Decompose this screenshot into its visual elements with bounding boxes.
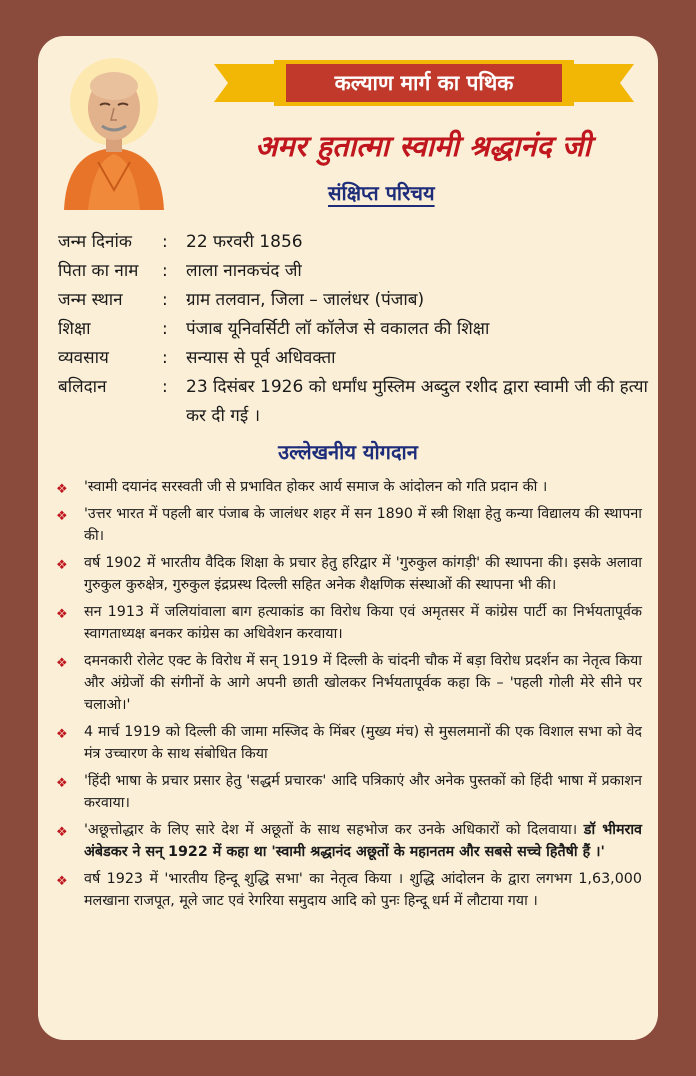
list-item-text: वर्ष 1923 में 'भारतीय हिन्दू शुद्धि सभा' का नेतृत्व किया । शुद्धि आंदोलन के द्वारा लगभग 1,63,000 मलखाना राजपूत, मूले जाट एवं रेगरिया समुदाय आदि को पुनः हिन्दू धर्म में लौटाया गया । bbox=[84, 871, 642, 909]
biography-card bbox=[38, 36, 658, 1040]
detail-label: व्यवसाय bbox=[58, 348, 109, 368]
list-item bbox=[56, 868, 642, 912]
detail-label: शिक्षा bbox=[58, 319, 91, 339]
detail-value: पंजाब यूनिवर्सिटी लॉ कॉलेज से वकालत की शिक्षा bbox=[186, 319, 490, 339]
ribbon-text: कल्याण मार्ग का पथिक bbox=[334, 71, 514, 95]
detail-label: पिता का नाम bbox=[58, 261, 139, 281]
list-item-text: 'अछूत्तोद्धार के लिए सारे देश में अछूतों के साथ सहभोज कर उनके अधिकारों को दिलवाया। डॉ भीमराव अंबेडकर ने सन् 1922 में कहा था 'स्वामी श्रद्धानंद अछूतों के महानतम और सबसे सच्चे हितैषी हैं ।' bbox=[84, 822, 642, 860]
diamond-bullet-icon: ❖ bbox=[56, 656, 68, 671]
list-item-text: 'उत्तर भारत में पहली बार पंजाब के जालंधर शहर में सन 1890 में स्त्री शिक्षा हेतु कन्या विद्यालय की स्थापना की। bbox=[84, 506, 642, 544]
detail-value: लाला नानकचंद जी bbox=[186, 261, 302, 281]
diamond-bullet-icon: ❖ bbox=[56, 874, 68, 889]
detail-colon: : bbox=[162, 348, 168, 368]
portrait-image bbox=[58, 50, 170, 210]
list-item-text: 'स्वामी दयानंद सरस्वती जी से प्रभावित होकर आर्य समाज के आंदोलन को गति प्रदान की । bbox=[84, 479, 548, 495]
contributions-list bbox=[56, 476, 642, 917]
main-title: अमर हुतात्मा स्वामी श्रद्धानंद जी bbox=[255, 129, 591, 163]
detail-label: जन्म स्थान bbox=[58, 290, 123, 310]
detail-colon: : bbox=[162, 261, 168, 281]
detail-row-birth-place bbox=[58, 286, 648, 315]
detail-value: 22 फरवरी 1856 bbox=[186, 232, 303, 252]
detail-value: 23 दिसंबर 1926 को धर्मांध मुस्लिम अब्दुल रशीद द्वारा स्वामी जी की हत्या कर दी गई । bbox=[186, 377, 648, 426]
list-item bbox=[56, 770, 642, 814]
list-item bbox=[56, 552, 642, 596]
list-item-text: सन 1913 में जलियांवाला बाग हत्याकांड का विरोध किया एवं अमृतसर में कांग्रेस पार्टी का निर्भयतापूर्वक स्वागताध्यक्ष बनकर कांग्रेस का अधिवेशन करवाया। bbox=[84, 604, 642, 642]
detail-value: ग्राम तलवान, जिला – जालंधर (पंजाब) bbox=[186, 290, 425, 310]
list-item-text: वर्ष 1902 में भारतीय वैदिक शिक्षा के प्रचार हेतु हरिद्वार में 'गुरुकुल कांगड़ी' की स्थापना की। इसके अलावा गुरुकुल कुरुक्षेत्र, गुरुकुल इंद्रप्रस्थ दिल्ली सहित अनेक शैक्षणिक संस्थाओं की स्थापना भी की। bbox=[84, 555, 642, 593]
detail-row-profession bbox=[58, 344, 648, 373]
detail-label: जन्म दिनांक bbox=[58, 232, 132, 252]
detail-colon: : bbox=[162, 319, 168, 339]
list-item bbox=[56, 503, 642, 547]
list-item bbox=[56, 721, 642, 765]
diamond-bullet-icon: ❖ bbox=[56, 482, 68, 497]
detail-row-father-name bbox=[58, 257, 648, 286]
list-item bbox=[56, 650, 642, 716]
contributions-heading: उल्लेखनीय योगदान bbox=[278, 440, 418, 464]
detail-row-birth-date bbox=[58, 228, 648, 257]
diamond-bullet-icon: ❖ bbox=[56, 776, 68, 791]
detail-value: सन्यास से पूर्व अधिवक्ता bbox=[186, 348, 336, 368]
detail-label: बलिदान bbox=[58, 377, 107, 397]
list-item bbox=[56, 819, 642, 863]
detail-row-education bbox=[58, 315, 648, 344]
diamond-bullet-icon: ❖ bbox=[56, 509, 68, 524]
list-item-text: 'हिंदी भाषा के प्रचार प्रसार हेतु 'सद्धर्म प्रचारक' आदि पत्रिकाएं और अनेक पुस्तकों को हिंदी भाषा में प्रकाशन करवाया। bbox=[84, 773, 642, 811]
detail-colon: : bbox=[162, 290, 168, 310]
detail-colon: : bbox=[162, 232, 168, 252]
diamond-bullet-icon: ❖ bbox=[56, 727, 68, 742]
subtitle: संक्षिप्त परिचय bbox=[328, 181, 435, 205]
diamond-bullet-icon: ❖ bbox=[56, 558, 68, 573]
diamond-bullet-icon: ❖ bbox=[56, 825, 68, 840]
list-item-text: दमनकारी रोलेट एक्ट के विरोध में सन् 1919 में दिल्ली के चांदनी चौक में बड़ा विरोध प्रदर्शन का नेतृत्व किया और अंग्रेजों की संगीनों के आगे अपनी छाती खोलकर निर्भयतापूर्वक कहा कि – 'पहली गोली मेरे सीने पर चलाओ।' bbox=[84, 653, 642, 713]
detail-row-sacrifice bbox=[58, 373, 648, 431]
details-section bbox=[58, 228, 648, 431]
diamond-bullet-icon: ❖ bbox=[56, 607, 68, 622]
list-item-text: 4 मार्च 1919 को दिल्ली की जामा मस्जिद के मिंबर (मुख्य मंच) से मुसलमानों की एक विशाल सभा को वेद मंत्र उच्चारण के साथ संबोधित किया bbox=[84, 724, 642, 762]
list-item bbox=[56, 601, 642, 645]
detail-colon: : bbox=[162, 377, 168, 397]
list-item bbox=[56, 476, 642, 498]
